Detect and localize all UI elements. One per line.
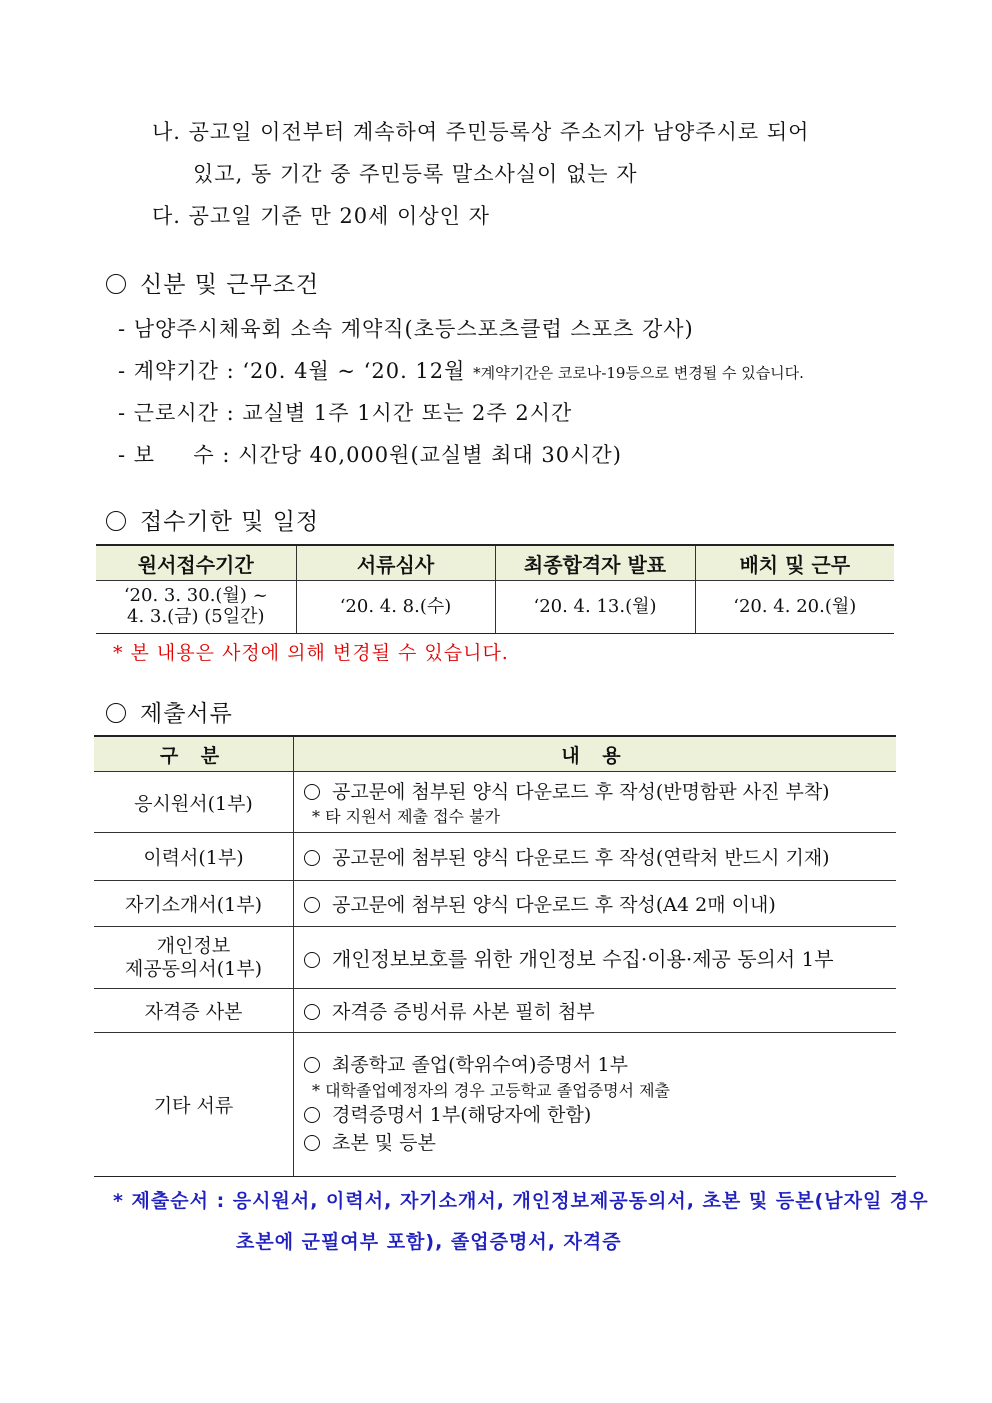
doc-line: 공고문에 첨부된 양식 다운로드 후 작성(반명함판 사진 부착) [332, 781, 830, 803]
doc-line: 경력증명서 1부(해당자에 한함) [332, 1104, 592, 1127]
doc-key: 응시원서(1부) [94, 772, 294, 833]
doc-key: 기타 서류 [94, 1033, 294, 1177]
schedule-header-row [96, 545, 894, 581]
doc-line: 최종학교 졸업(학위수여)증명서 1부 [332, 1053, 628, 1076]
circle-bullet-icon [304, 784, 320, 800]
doc-content [294, 989, 897, 1033]
doc-key: 자격증 사본 [94, 989, 294, 1033]
schedule-table [96, 544, 894, 634]
documents-header-content: 내 용 [294, 736, 897, 772]
circle-bullet-icon [304, 952, 320, 968]
contract-note: *계약기간은 코로나-19등으로 변경될 수 있습니다. [473, 364, 804, 382]
doc-key: 자기소개서(1부) [94, 881, 294, 927]
documents-table [94, 735, 896, 1177]
doc-line: 자격증 증빙서류 사본 필히 첨부 [332, 1001, 595, 1023]
schedule-announcement-date: ‘20. 4. 13.(월) [495, 581, 695, 634]
doc-key: 이력서(1부) [94, 833, 294, 881]
schedule-header-screening: 서류심사 [296, 545, 495, 581]
application-period-end: 4. 3.(금) (5일간) [127, 606, 265, 627]
conditions-heading-text: 신분 및 근무조건 [140, 272, 320, 298]
schedule-application-period [96, 581, 296, 634]
schedule-row [96, 581, 894, 634]
circle-bullet-icon [304, 1107, 320, 1123]
doc-key [94, 927, 294, 989]
doc-row-self-intro [94, 881, 896, 927]
doc-content [294, 1033, 897, 1177]
doc-key-line1: 개인정보 [156, 934, 231, 957]
eligibility-item-c: 다. 공고일 기준 만 20세 이상인 자 [152, 204, 490, 228]
eligibility-item-b-line2: 있고, 동 기간 중 주민등록 말소사실이 없는 자 [193, 162, 638, 186]
application-period-start: ‘20. 3. 30.(월) ~ [123, 585, 268, 607]
doc-row-application [94, 772, 896, 833]
condition-item-2 [118, 355, 804, 385]
doc-row-other [94, 1033, 896, 1177]
circle-bullet-icon [304, 850, 320, 866]
schedule-screening-date: ‘20. 4. 8.(수) [296, 581, 495, 634]
doc-line: 공고문에 첨부된 양식 다운로드 후 작성(A4 2매 이내) [332, 894, 776, 916]
schedule-header-application: 원서접수기간 [96, 545, 296, 581]
doc-line: 공고문에 첨부된 양식 다운로드 후 작성(연락처 반드시 기재) [332, 847, 830, 869]
documents-heading-text: 제출서류 [140, 701, 233, 727]
doc-line: 개인정보보호를 위한 개인정보 수집·이용·제공 동의서 1부 [332, 947, 834, 971]
circle-bullet-icon [106, 511, 126, 531]
schedule-heading-text: 접수기한 및 일정 [140, 509, 320, 535]
doc-content [294, 772, 897, 833]
documents-heading [106, 695, 233, 728]
documents-header-row [94, 736, 896, 772]
circle-bullet-icon [304, 1004, 320, 1020]
submission-order-line1: * 제출순서 : 응시원서, 이력서, 자기소개서, 개인정보제공동의서, 초본 및 등본(남자일 경우 [113, 1190, 929, 1212]
eligibility-item-b-line1: 나. 공고일 이전부터 계속하여 주민등록상 주소지가 남양주시로 되어 [152, 120, 810, 144]
condition-item-1: - 남양주시체육회 소속 계약직(초등스포츠클럽 스포츠 강사) [118, 317, 694, 341]
circle-bullet-icon [304, 1135, 320, 1151]
schedule-note: * 본 내용은 사정에 의해 변경될 수 있습니다. [113, 642, 509, 664]
doc-line: 초본 및 등본 [332, 1131, 436, 1154]
doc-row-resume [94, 833, 896, 881]
submission-order-line2: 초본에 군필여부 포함), 졸업증명서, 자격증 [236, 1231, 622, 1253]
doc-row-privacy-consent [94, 927, 896, 989]
condition-item-2-text: - 계약기간 : ‘20. 4월 ~ ‘20. 12월 [118, 359, 466, 383]
documents-header-category: 구 분 [94, 736, 294, 772]
condition-item-4: - 보 수 : 시간당 40,000원(교실별 최대 30시간) [118, 443, 622, 467]
circle-bullet-icon [304, 897, 320, 913]
condition-item-3: - 근로시간 : 교실별 1주 1시간 또는 2주 2시간 [118, 401, 573, 425]
schedule-assignment-date: ‘20. 4. 20.(월) [695, 581, 894, 634]
schedule-header-assignment: 배치 및 근무 [695, 545, 894, 581]
doc-content [294, 881, 897, 927]
doc-key-line2: 제공동의서(1부) [124, 957, 263, 980]
doc-subnote: * 대학졸업예정자의 경우 고등학교 졸업증명서 제출 [312, 1081, 671, 1101]
doc-content [294, 833, 897, 881]
doc-row-certificate [94, 989, 896, 1033]
doc-content [294, 927, 897, 989]
circle-bullet-icon [106, 274, 126, 294]
schedule-heading [106, 503, 319, 536]
circle-bullet-icon [106, 703, 126, 723]
conditions-heading [106, 266, 319, 299]
doc-subnote: * 타 지원서 제출 접수 불가 [312, 807, 500, 826]
schedule-header-announcement: 최종합격자 발표 [495, 545, 695, 581]
circle-bullet-icon [304, 1057, 320, 1073]
